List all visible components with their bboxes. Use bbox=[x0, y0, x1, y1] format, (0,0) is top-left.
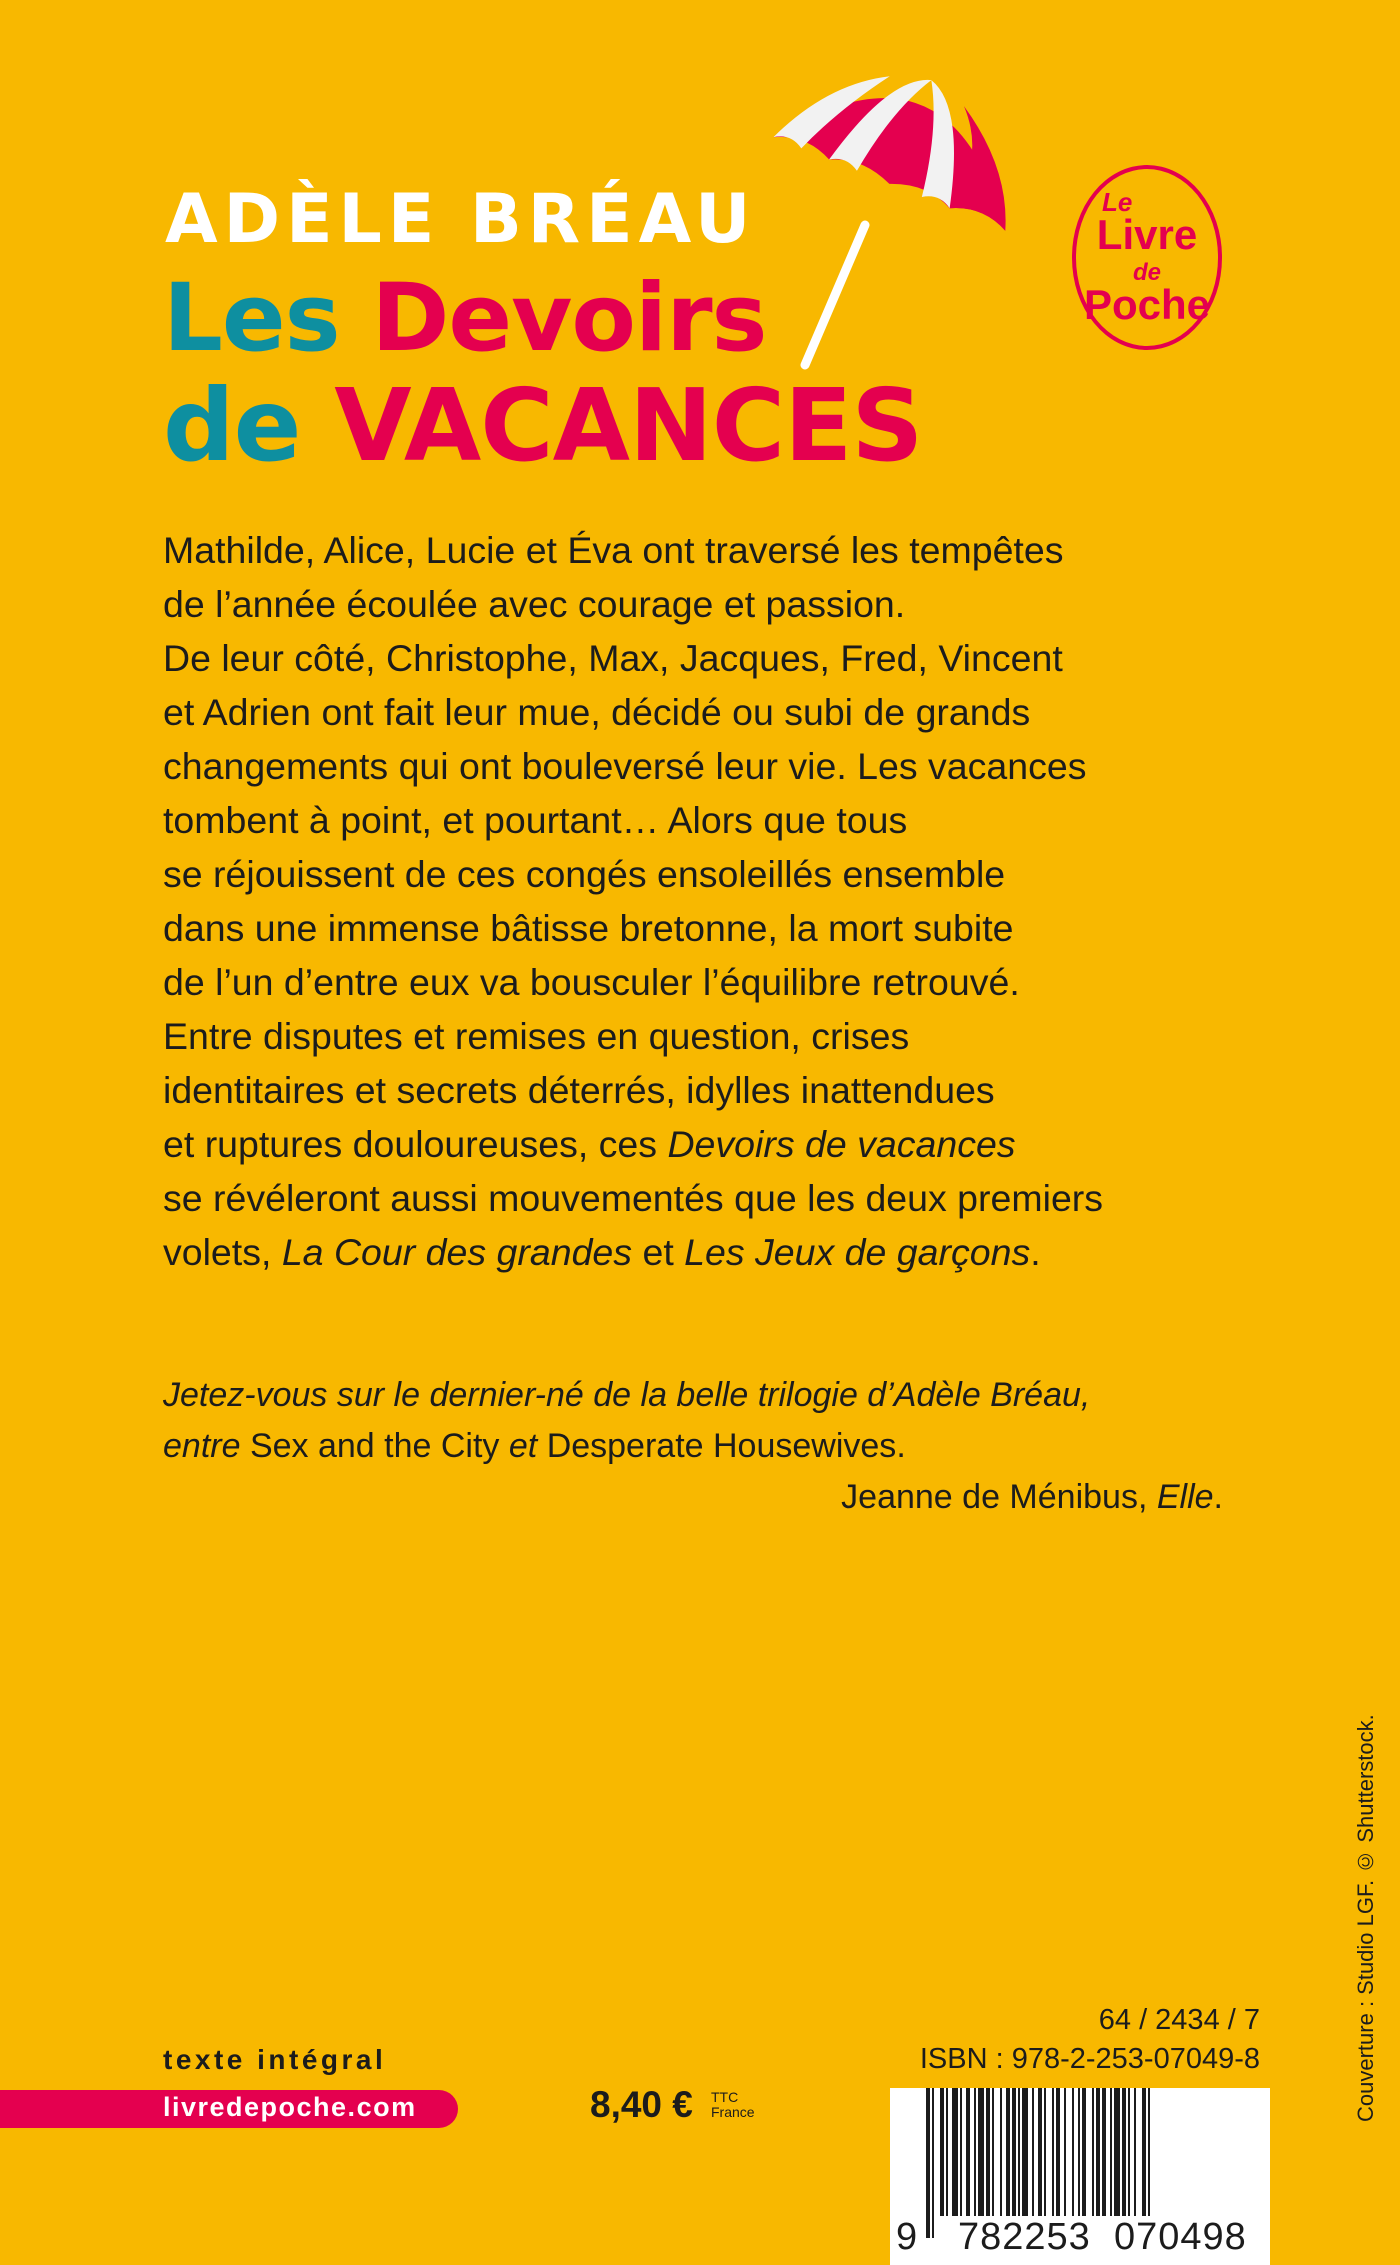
barcode-bar bbox=[1064, 2088, 1066, 2216]
quote-show-title: Sex and the City bbox=[249, 1427, 500, 1465]
blurb-text: volets, bbox=[163, 1231, 282, 1273]
barcode-bar bbox=[1000, 2088, 1002, 2216]
barcode-bar bbox=[1102, 2088, 1106, 2216]
barcode-bar bbox=[946, 2088, 948, 2216]
blurb-text: et ruptures douloureuses, ces bbox=[163, 1123, 668, 1165]
title-word-vacances: VACANCES bbox=[334, 367, 923, 484]
price-country: France bbox=[711, 2104, 755, 2120]
blurb-line bbox=[163, 1225, 1263, 1279]
title-word-de: de bbox=[163, 367, 301, 484]
blurb-line: De leur côté, Christophe, Max, Jacques, Fred, Vincent bbox=[163, 637, 1063, 679]
quote-show-title: Desperate Housewives bbox=[546, 1427, 897, 1465]
barcode-bar bbox=[1012, 2088, 1016, 2216]
blurb-line: identitaires et secrets déterrés, idylles inattendues bbox=[163, 1069, 995, 1111]
price: 8,40 € bbox=[590, 2084, 693, 2125]
blurb-line: tombent à point, et pourtant… Alors que tous bbox=[163, 799, 908, 841]
title-word-les: Les bbox=[163, 264, 340, 373]
barcode-bar bbox=[1110, 2088, 1112, 2216]
barcode-bar bbox=[1092, 2088, 1094, 2216]
blurb-line: de l’un d’entre eux va bousculer l’équilibre retrouvé. bbox=[163, 961, 1020, 1003]
blurb-line: se révéleront aussi mouvementés que les deux premiers bbox=[163, 1177, 1104, 1219]
barcode-bar bbox=[940, 2088, 944, 2216]
book-blurb bbox=[163, 523, 1263, 1279]
blurb-line: Entre disputes et remises en question, crises bbox=[163, 1015, 910, 1057]
attribution-publication: Elle bbox=[1156, 1478, 1214, 1516]
barcode-digit-first: 9 bbox=[896, 2216, 919, 2258]
blurb-line bbox=[163, 1117, 1263, 1171]
barcode-bar bbox=[1052, 2088, 1054, 2216]
barcode-digit-group-2: 070498 bbox=[1110, 2216, 1251, 2259]
barcode-bar bbox=[1022, 2088, 1028, 2216]
blurb-italic-title: La Cour des grandes bbox=[281, 1231, 633, 1273]
quote-italic: entre bbox=[163, 1427, 250, 1465]
barcode-bar bbox=[1072, 2088, 1074, 2216]
barcode-digit-group-1: 782253 bbox=[954, 2216, 1095, 2259]
barcode-bar bbox=[932, 2088, 934, 2238]
product-code: 64 / 2434 / 7 bbox=[1098, 2004, 1260, 2036]
title-word-devoirs: Devoirs bbox=[371, 264, 767, 373]
quote-line bbox=[163, 1370, 1223, 1421]
author-name: ADÈLE BRÉAU bbox=[165, 180, 757, 259]
attribution-name: Jeanne de Ménibus, bbox=[841, 1478, 1157, 1516]
barcode-bar bbox=[1056, 2088, 1060, 2216]
blurb-line: se réjouissent de ces congés ensoleillés ensemble bbox=[163, 853, 1006, 895]
barcode-bar bbox=[1082, 2088, 1086, 2216]
quote-period: . bbox=[896, 1427, 906, 1465]
quote-attribution bbox=[163, 1472, 1223, 1523]
logo-le: Le bbox=[1102, 187, 1133, 217]
blurb-text: . bbox=[1030, 1231, 1041, 1273]
barcode-bar bbox=[1122, 2088, 1126, 2216]
barcode-bar bbox=[926, 2088, 930, 2238]
texte-integral-label: texte intégral bbox=[163, 2044, 387, 2075]
blurb-line: et Adrien ont fait leur mue, décidé ou subi de grands bbox=[163, 691, 1031, 733]
barcode-bar bbox=[1078, 2088, 1080, 2216]
logo-poche: Poche bbox=[1083, 281, 1211, 328]
barcode-bar bbox=[1134, 2088, 1136, 2216]
barcode-bar bbox=[978, 2088, 984, 2216]
barcode-bar bbox=[1006, 2088, 1010, 2216]
press-quote bbox=[163, 1370, 1223, 1523]
website-link[interactable]: livredepoche.com bbox=[163, 2092, 417, 2122]
blurb-italic-title: Les Jeux de garçons bbox=[684, 1231, 1031, 1273]
title-line-2 bbox=[163, 367, 923, 484]
barcode-bar bbox=[974, 2088, 976, 2216]
blurb-line: dans une immense bâtisse bretonne, la mort subite bbox=[163, 907, 1014, 949]
isbn: ISBN : 978-2-253-07049-8 bbox=[919, 2043, 1260, 2075]
le-livre-de-poche-logo bbox=[1072, 165, 1222, 350]
blurb-text: et bbox=[632, 1231, 685, 1273]
barcode bbox=[890, 2088, 1270, 2265]
blurb-line: changements qui ont bouleversé leur vie. Les vacances bbox=[163, 745, 1087, 787]
barcode-bar bbox=[1032, 2088, 1034, 2216]
attribution-end: . bbox=[1213, 1478, 1223, 1516]
blurb-italic-title: Devoirs de vacances bbox=[667, 1123, 1016, 1165]
beach-umbrella-icon bbox=[760, 75, 1030, 375]
barcode-bar bbox=[952, 2088, 958, 2216]
barcode-bar bbox=[1114, 2088, 1120, 2216]
price-note bbox=[711, 2090, 755, 2120]
barcode-bar bbox=[960, 2088, 962, 2216]
barcode-bar bbox=[1142, 2088, 1146, 2216]
logo-livre: Livre bbox=[1096, 211, 1198, 258]
barcode-bar bbox=[966, 2088, 970, 2216]
logo-de: de bbox=[1132, 259, 1161, 286]
quote-italic: et bbox=[499, 1427, 547, 1465]
cover-credit: Couverture : Studio LGF. © Shutterstock. bbox=[1353, 1714, 1378, 2122]
quote-italic: Jetez-vous sur le dernier-né de la belle trilogie d’Adèle Bréau, bbox=[163, 1376, 1091, 1414]
quote-line bbox=[163, 1421, 1223, 1472]
blurb-line: de l’année écoulée avec courage et passion. bbox=[163, 583, 906, 625]
barcode-bar bbox=[1096, 2088, 1100, 2216]
barcode-bar bbox=[986, 2088, 990, 2216]
blurb-line: Mathilde, Alice, Lucie et Éva ont traversé les tempêtes bbox=[163, 529, 1064, 571]
barcode-bar bbox=[1128, 2088, 1130, 2216]
barcode-bar bbox=[1018, 2088, 1020, 2216]
barcode-bar bbox=[992, 2088, 994, 2216]
price-ttc: TTC bbox=[711, 2089, 739, 2105]
